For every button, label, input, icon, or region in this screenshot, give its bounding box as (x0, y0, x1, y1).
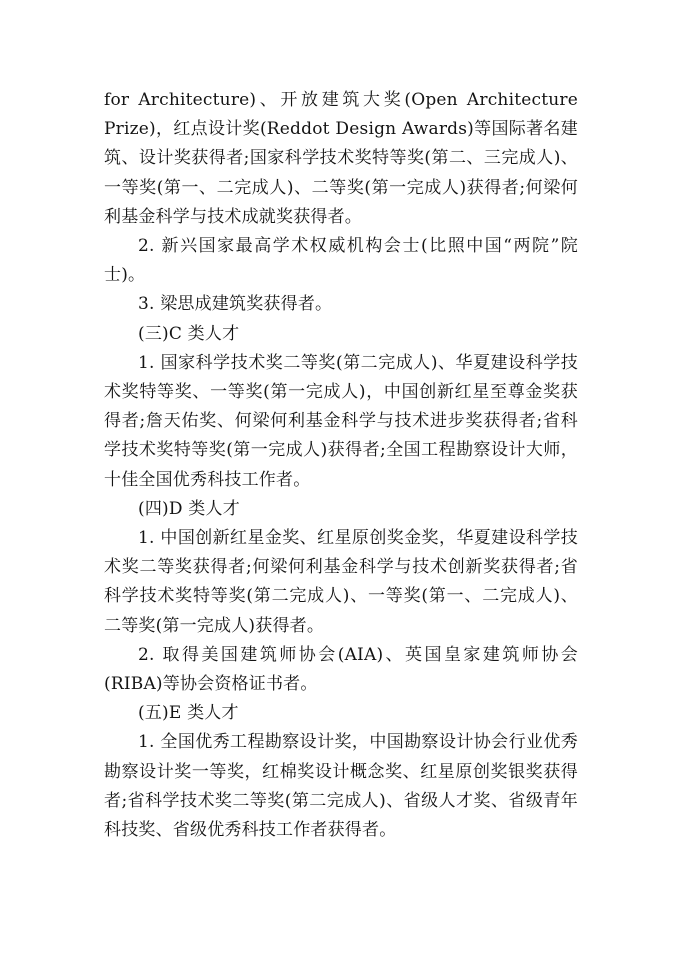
list-item-b3: 3. 梁思成建筑奖获得者。 (138, 294, 333, 315)
list-item-d1: 1. 中国创新红星金奖、红星原创奖金奖，华夏建设科学技术奖二等奖获得者;何梁何利基金科学与技术创新奖获得者;省科学技术奖特等奖(第二完成人)、一等奖(第一、二完成人)、二等奖(第一完成人)获得者。 (104, 528, 578, 636)
list-item-d2: 2. 取得美国建筑师协会(AIA)、英国皇家建筑师协会(RIBA)等协会资格证书者。 (104, 644, 578, 695)
list-item-e1: 1. 全国优秀工程勘察设计奖，中国勘察设计协会行业优秀勘察设计奖一等奖，红棉奖设计概念奖、红星原创奖银奖获得者;省科学技术奖二等奖(第二完成人)、省级人才奖、省级青年科技奖、省级优秀科技工作者获得者。 (104, 732, 578, 841)
section-heading-c: (三)C 类人才 (138, 323, 240, 344)
paragraph-continued: for Architecture)、开放建筑大奖(Open Architecture Prize)，红点设计奖(Reddot Design Awards)等国际著名建筑、设计奖获得者;国家科学技术奖特等奖(第二、三完成人)、一等奖(第一、二完成人)、二等奖(第一完成人)获得者;何梁何利基金科学与技术成就奖获得者。 (104, 90, 578, 227)
list-item-c1: 1. 国家科学技术奖二等奖(第二完成人)、华夏建设科学技术奖特等奖、一等奖(第一完成人)，中国创新红星至尊金奖获得者;詹天佑奖、何梁何利基金科学与技术进步奖获得者;省科学技术奖特等奖(第一完成人)获得者;全国工程勘察设计大师，十佳全国优秀科技工作者。 (104, 352, 578, 490)
section-heading-d: (四)D 类人才 (138, 498, 240, 519)
document-body (104, 86, 578, 845)
list-item-b2: 2. 新兴国家最高学术权威机构会士(比照中国“两院”院士)。 (104, 236, 578, 286)
section-heading-e: (五)E 类人才 (138, 703, 239, 724)
